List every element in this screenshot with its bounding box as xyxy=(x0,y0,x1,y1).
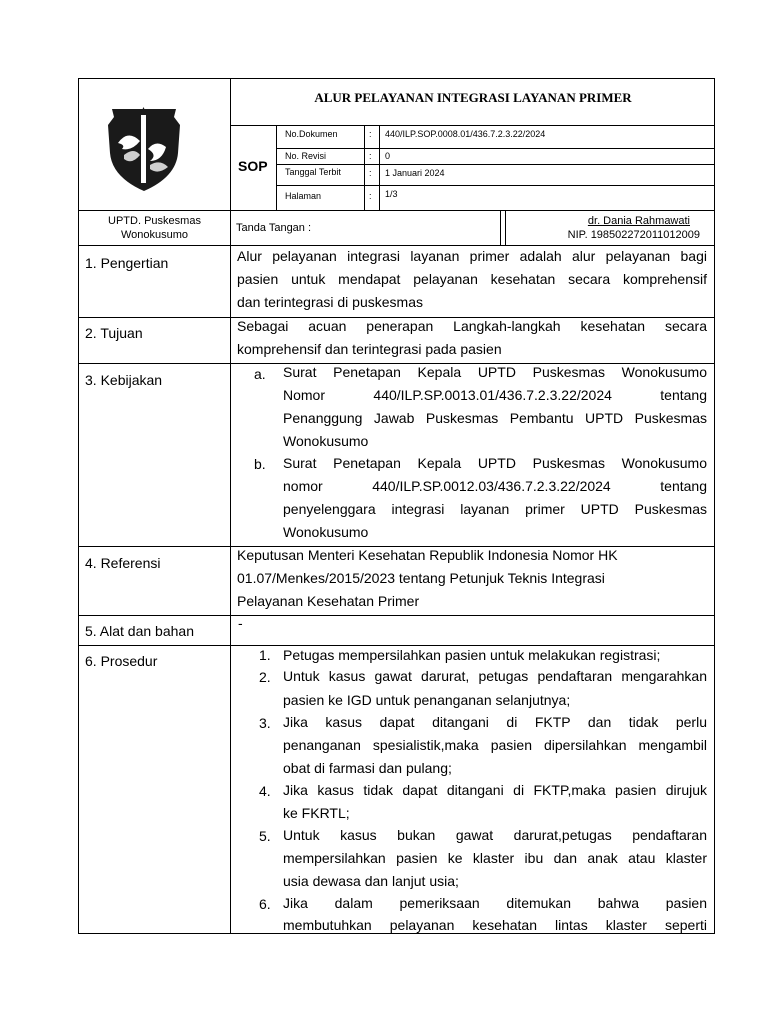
section-label-alat: 5. Alat dan bahan xyxy=(85,623,194,639)
prosedur-5-line-1: Untuk kasus bukan gawat darurat,petugas pendaftaran xyxy=(283,827,707,843)
kebijakan-b-line-4: Wonokusumo xyxy=(283,524,369,540)
prosedur-marker-1: 1. xyxy=(259,647,271,663)
row-divider-alat xyxy=(78,615,715,616)
prosedur-3-line-2: penanganan spesialistik,maka pasien dipersilahkan mengambil xyxy=(283,737,707,753)
prosedur-6-line-1: Jika dalam pemeriksaan ditemukan bahwa pasien xyxy=(283,895,707,911)
city-crest-logo-icon xyxy=(104,103,184,193)
kebijakan-a-line-1: Surat Penetapan Kepala UPTD Puskesmas Wonokusumo xyxy=(283,364,707,380)
meta-row-divider-1 xyxy=(276,148,715,149)
table-border-left xyxy=(78,78,79,934)
document-title: ALUR PELAYANAN INTEGRASI LAYANAN PRIMER xyxy=(314,90,632,105)
section-label-kebijakan: 3. Kebijakan xyxy=(85,372,163,388)
kebijakan-marker-b: b. xyxy=(254,456,266,472)
prosedur-3-line-1: Jika kasus dapat ditangani di FKTP dan tidak perlu xyxy=(283,714,707,730)
signer-nip: NIP. 198502272011012009 xyxy=(567,229,700,241)
meta-value-norevisi: 0 xyxy=(385,151,391,161)
meta-label-halaman: Halaman xyxy=(285,191,322,201)
signer-block xyxy=(506,214,714,242)
pengertian-line-3: dan terintegrasi di puskesmas xyxy=(237,294,423,310)
prosedur-marker-3: 3. xyxy=(259,715,271,731)
pengertian-line-1: Alur pelayanan integrasi layanan primer adalah alur pelayanan bagi xyxy=(237,248,707,264)
kebijakan-a-line-3: Penanggung Jawab Puskesmas Pembantu UPTD Puskesmas xyxy=(283,410,707,426)
prosedur-5-line-3: usia dewasa dan lanjut usia; xyxy=(283,873,459,889)
referensi-line-3: Pelayanan Kesehatan Primer xyxy=(237,593,420,609)
section-label-prosedur: 6. Prosedur xyxy=(85,653,158,669)
meta-sep-divider xyxy=(364,125,365,210)
meta-value-divider xyxy=(379,125,380,210)
prosedur-marker-6: 6. xyxy=(259,896,271,912)
referensi-line-1: Keputusan Menteri Kesehatan Republik Indonesia Nomor HK xyxy=(237,547,618,563)
section-label-referensi: 4. Referensi xyxy=(85,555,161,571)
tujuan-line-1: Sebagai acuan penerapan Langkah-langkah kesehatan secara xyxy=(237,318,707,334)
unit-name xyxy=(79,214,230,242)
unit-name-line1: UPTD. Puskesmas xyxy=(108,215,201,227)
signer-name: dr. Dania Rahmawati xyxy=(587,215,690,227)
meta-label-tanggal: Tanggal Terbit xyxy=(285,167,341,177)
sop-divider xyxy=(276,125,277,210)
meta-label-nodokumen: No.Dokumen xyxy=(285,129,338,139)
prosedur-marker-2: 2. xyxy=(259,669,271,685)
meta-sep-tanggal: : xyxy=(369,168,372,178)
header-bottom-divider xyxy=(78,210,715,211)
prosedur-2-line-1: Untuk kasus gawat darurat, petugas pendaftaran mengarahkan xyxy=(283,668,707,684)
kebijakan-a-line-4: Wonokusumo xyxy=(283,433,369,449)
kebijakan-b-line-1: Surat Penetapan Kepala UPTD Puskesmas Wonokusumo xyxy=(283,455,707,471)
meta-row-divider-2 xyxy=(276,164,715,165)
meta-label-norevisi: No. Revisi xyxy=(285,151,327,161)
kebijakan-a-line-2: Nomor 440/ILP.SP.0013.01/436.7.2.3.22/2024 tentang xyxy=(283,387,707,403)
prosedur-6-line-2: membutuhkan pelayanan kesehatan lintas klaster seperti xyxy=(283,917,707,933)
prosedur-marker-4: 4. xyxy=(259,783,271,799)
signature-label: Tanda Tangan : xyxy=(236,222,312,234)
sop-label: SOP xyxy=(238,158,268,174)
prosedur-4-line-2: ke FKRTL; xyxy=(283,805,350,821)
meta-row-divider-3 xyxy=(276,185,715,186)
prosedur-2-line-2: pasien ke IGD untuk penanganan selanjutnya; xyxy=(283,692,571,708)
meta-value-nodokumen: 440/ILP.SOP.0008.01/436.7.2.3.22/2024 xyxy=(385,129,546,139)
signature-divider-left xyxy=(500,210,501,246)
prosedur-5-line-2: mempersilahkan pasien ke klaster ibu dan anak atau klaster xyxy=(283,850,707,866)
prosedur-3-line-3: obat di farmasi dan pulang; xyxy=(283,760,452,776)
meta-sep-nodokumen: : xyxy=(369,129,372,139)
alat-value: - xyxy=(238,615,243,631)
table-border-right xyxy=(714,78,715,934)
pengertian-line-2: pasien untuk mendapat pelayanan kesehatan secara komprehensif xyxy=(237,271,707,287)
kebijakan-b-line-2: nomor 440/ILP.SP.0012.03/436.7.2.3.22/2024 tentang xyxy=(283,478,707,494)
kebijakan-b-line-3: penyelenggara integrasi layanan primer UPTD Puskesmas xyxy=(283,501,707,517)
meta-value-tanggal: 1 Januari 2024 xyxy=(385,168,445,178)
title-divider xyxy=(230,125,715,126)
unit-name-line2: Wonokusumo xyxy=(120,229,189,241)
prosedur-1-line-1: Petugas mempersilahkan pasien untuk melakukan registrasi; xyxy=(283,647,661,663)
meta-sep-norevisi: : xyxy=(369,151,372,161)
meta-sep-halaman: : xyxy=(369,191,372,201)
prosedur-marker-5: 5. xyxy=(259,828,271,844)
referensi-line-2: 01.07/Menkes/2015/2023 tentang Petunjuk Teknis Integrasi xyxy=(237,570,605,586)
kebijakan-marker-a: a. xyxy=(254,366,266,382)
table-border-top xyxy=(78,78,715,79)
meta-value-halaman: 1/3 xyxy=(385,189,398,199)
prosedur-4-line-1: Jika kasus tidak dapat ditangani di FKTP,maka pasien dirujuk xyxy=(283,782,707,798)
section-label-tujuan: 2. Tujuan xyxy=(85,325,143,341)
label-column-divider xyxy=(230,78,231,934)
row-divider-prosedur xyxy=(78,645,715,646)
section-label-pengertian: 1. Pengertian xyxy=(85,255,169,271)
tujuan-line-2: komprehensif dan terintegrasi pada pasien xyxy=(237,341,502,357)
